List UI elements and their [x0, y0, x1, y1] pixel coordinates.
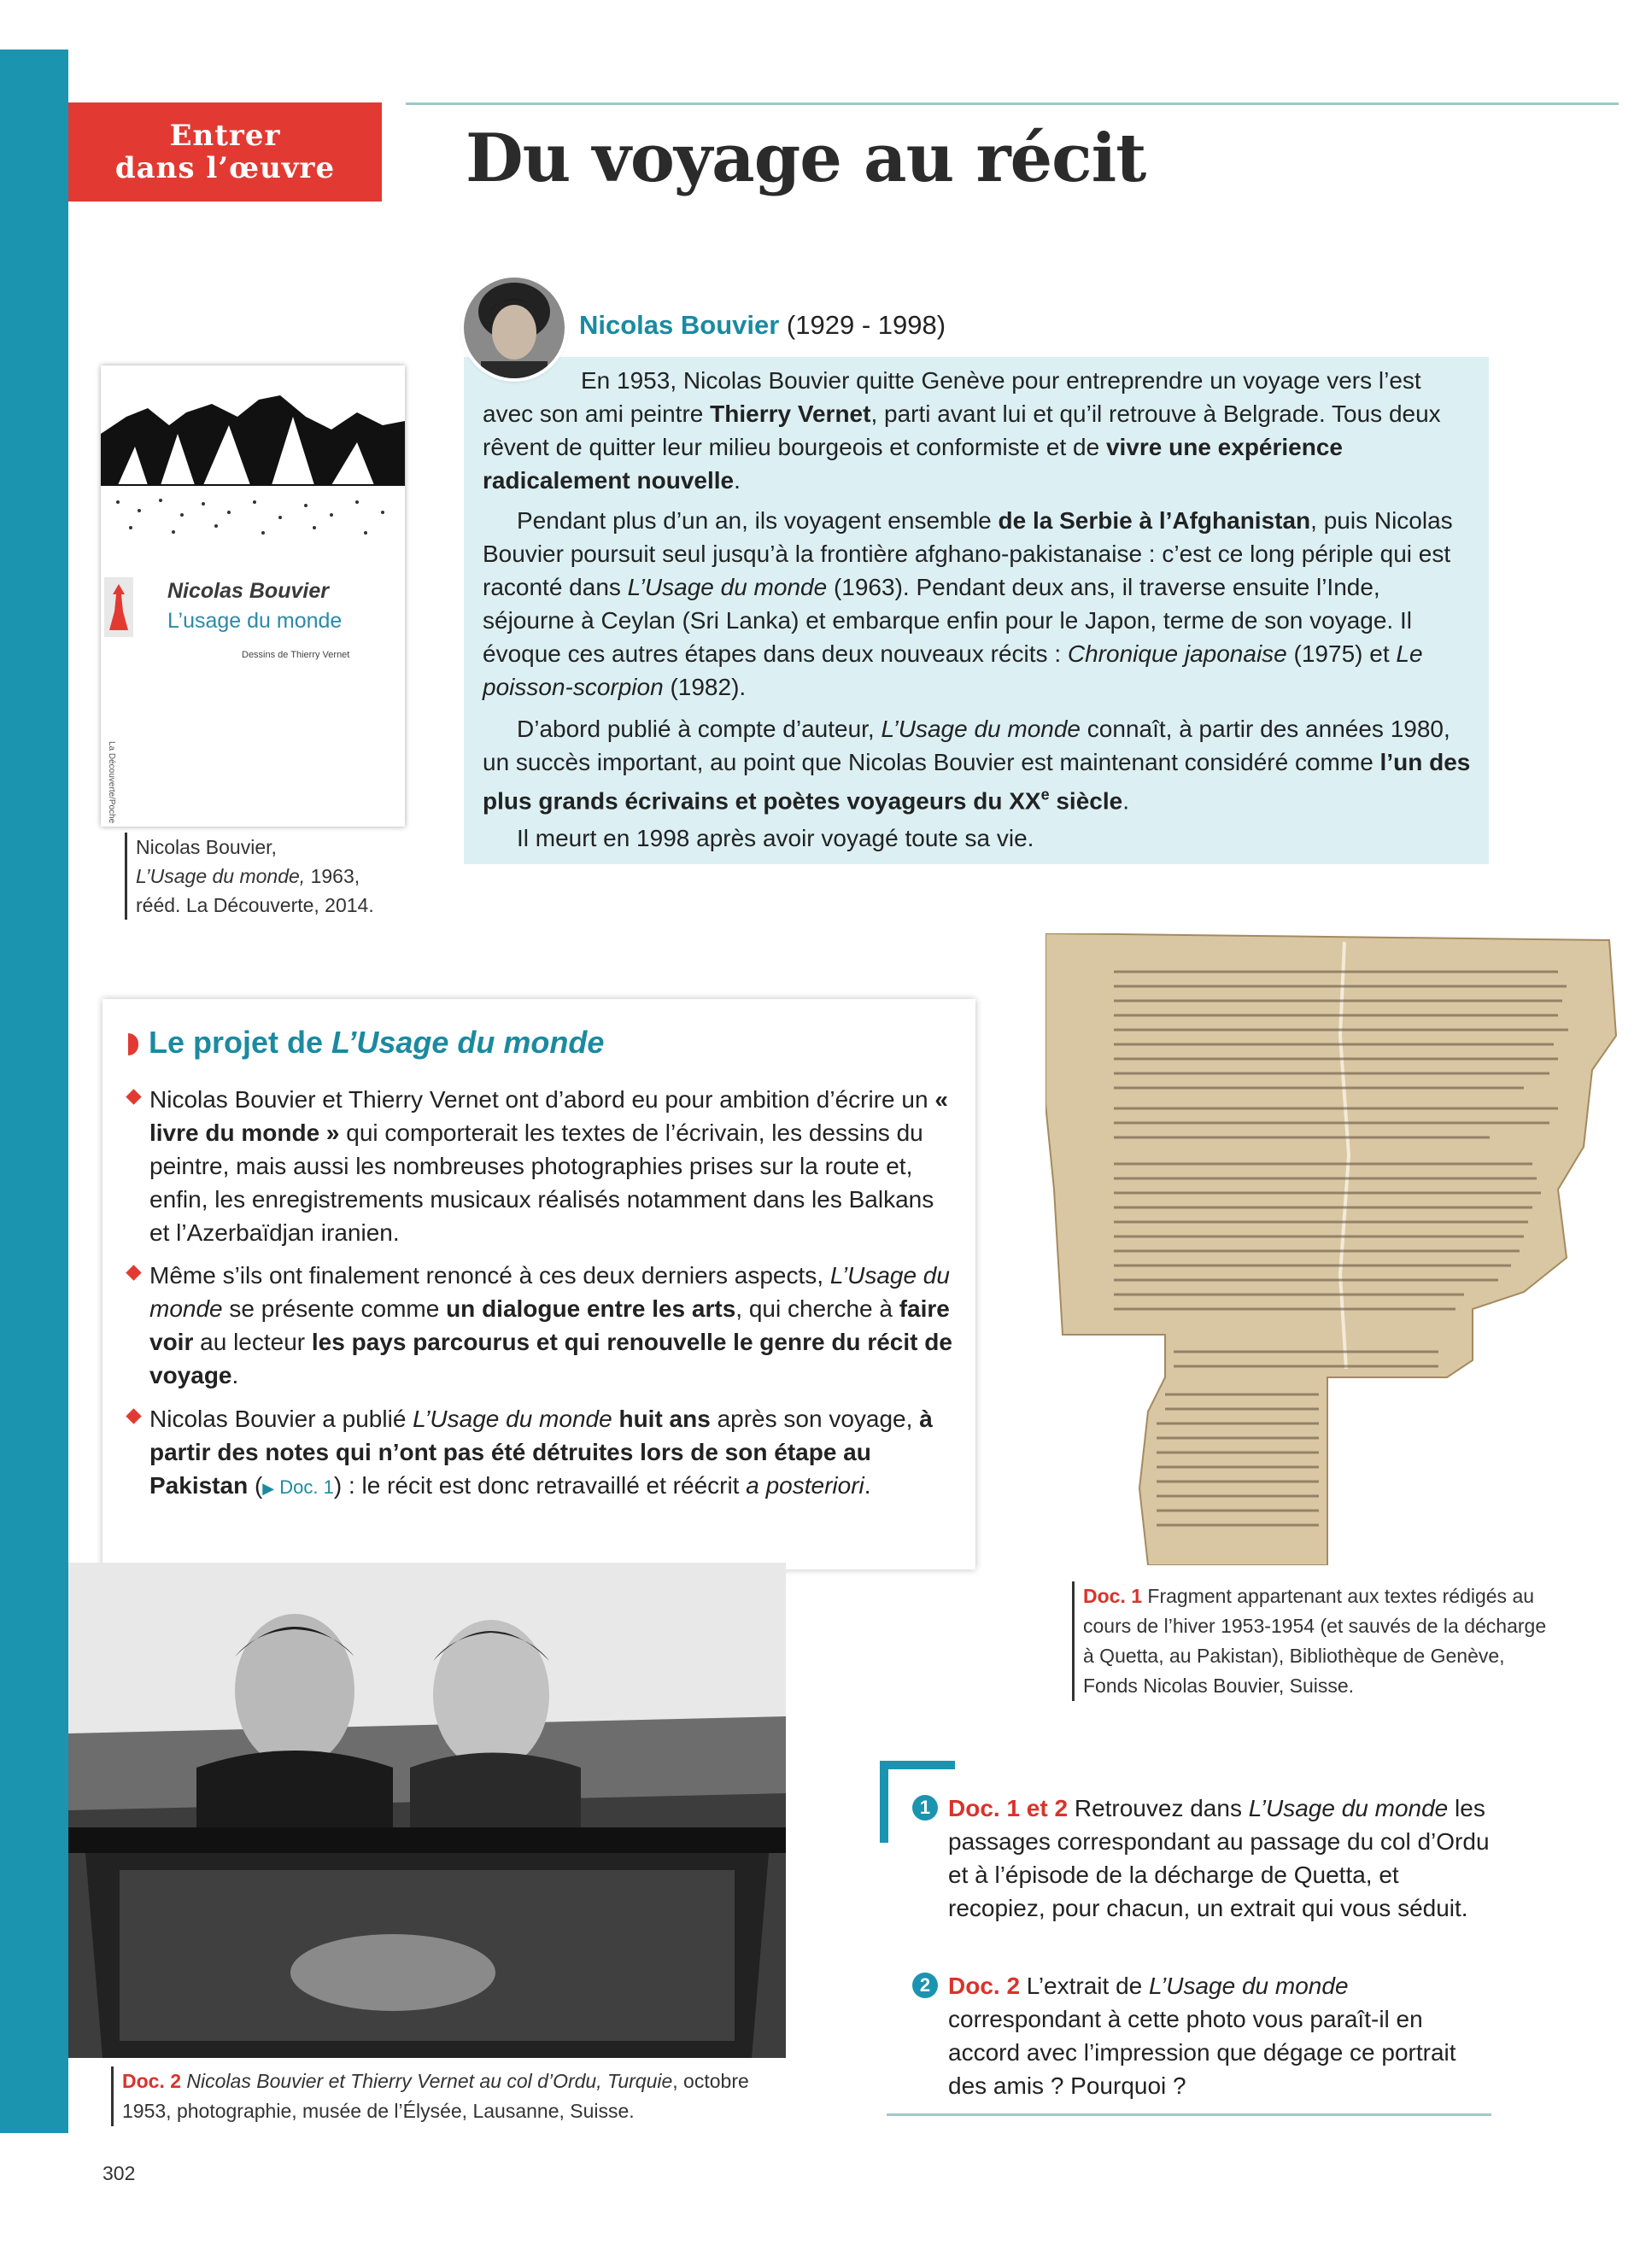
- mountain-drawing: [101, 365, 405, 562]
- section-tag-line1: Entrer: [169, 119, 281, 153]
- page-title: Du voyage au récit: [466, 120, 1146, 197]
- left-color-band: [0, 50, 68, 2133]
- bio-paragraph-3: D’abord publié à compte d’auteur, L’Usage du monde connaît, à partir des années 1980, un succès important, au point que Nicolas Bouvier est maintenant considéré comme l’un des plus grands écrivains et poètes voyageurs du XXe siècle.: [483, 716, 1471, 815]
- project-item-1: Nicolas Bouvier et Thierry Vernet ont d’abord eu pour ambition d’écrire un « livre du monde » qui comporterait les textes de l’écrivain, les dessins du peintre, mais aussi les nombreuses photographies prises sur la route et, enfin, les enregistrements musicaux réalisés notamment dans les Balkans et l’Azerbaïdjan iranien.: [128, 1083, 957, 1249]
- caption-year: 1963,: [305, 865, 360, 887]
- questions-bracket-top: [880, 1761, 955, 1769]
- bio-dates: (1929 - 1998): [779, 310, 946, 340]
- bio-heading: [579, 310, 946, 341]
- bio-paragraph-1: En 1953, Nicolas Bouvier quitte Genève pour entreprendre un voyage vers l’est avec son ami peintre Thierry Vernet, parti avant lui et qu’il retrouve à Belgrade. Tous deux rêvent de quitter leur milieu bourgeois et conformiste et de vivre une expérience radicalement nouvelle.: [483, 367, 1441, 494]
- doc2-caption: Doc. 2 Nicolas Bouvier et Thierry Vernet au col d’Ordu, Turquie, octobre 1953, photographie, musée de l’Élysée, Lausanne, Suisse.: [111, 2066, 797, 2126]
- doc2-photograph: [68, 1563, 786, 2058]
- bio-name: Nicolas Bouvier: [579, 310, 780, 340]
- diamond-bullet-icon: [126, 1089, 141, 1104]
- doc1-link[interactable]: ▶ Doc. 1: [262, 1476, 334, 1498]
- cover-publisher: La Découverte/Poche: [107, 741, 116, 824]
- doc1-manuscript-image: [1046, 933, 1620, 1565]
- caption-title: L’Usage du monde,: [136, 865, 306, 887]
- book-caption: [125, 833, 374, 920]
- doc1-caption: Doc. 1 Fragment appartenant aux textes rédigés au cours de l’hiver 1953-1954 (et sauvés de la décharge à Quetta, au Pakistan), Bibliothèque de Genève, Fonds Nicolas Bouvier, Suisse.: [1072, 1581, 1561, 1701]
- question-2: 2 Doc. 2 L’extrait de L’Usage du monde correspondant à cette photo vous paraît-il en accord avec l’impression que dégage ce portrait des amis ? Pourquoi ?: [912, 1969, 1493, 2102]
- bio-paragraph-4: Il meurt en 1998 après avoir voyagé toute sa vie.: [517, 825, 1034, 851]
- questions-bracket: [880, 1761, 888, 1843]
- caption-author: Nicolas Bouvier,: [136, 836, 277, 858]
- project-item-2: Même s’ils ont finalement renoncé à ces deux derniers aspects, L’Usage du monde se présente comme un dialogue entre les arts, qui cherche à faire voir au lecteur les pays parcourus et qui renouvelle le genre du récit de voyage.: [128, 1259, 957, 1392]
- section-tag: [68, 102, 382, 202]
- doc2-label: Doc. 2: [122, 2070, 182, 2092]
- diamond-bullet-icon: [126, 1265, 141, 1280]
- doc1-label: Doc. 1: [1083, 1585, 1143, 1607]
- book-cover-image: [101, 365, 405, 827]
- bio-paragraph-2: Pendant plus d’un an, ils voyagent ensemble de la Serbie à l’Afghanistan, puis Nicolas Bouvier poursuit seul jusqu’à la frontière afghano-pakistanaise : c’est ce long périple qui est raconté dans L’Usage du monde (1963). Pendant deux ans, il traverse ensuite l’Inde, séjourne à Ceylan (Sri Lanka) et embarque enfin pour le Japon, terme de son voyage. Il évoque ces autres étapes dans deux nouveaux récits : Chronique japonaise (1975) et Le poisson-scorpion (1982).: [483, 507, 1453, 700]
- question-1: 1 Doc. 1 et 2 Retrouvez dans L’Usage du monde les passages correspondant au passage du col d’Ordu et à l’épisode de la décharge de Quetta, et recopiez, pour chacun, un extrait qui vous séduit.: [912, 1792, 1493, 1925]
- page-number: 302: [102, 2162, 136, 2184]
- cover-author: Nicolas Bouvier: [167, 579, 329, 603]
- section-tag-line2: dans l’œuvre: [114, 151, 336, 185]
- header-rule: [406, 102, 1619, 105]
- cover-title: L’usage du monde: [167, 609, 343, 633]
- title-marker-icon: [128, 1033, 138, 1055]
- cover-credit: Dessins de Thierry Vernet: [242, 650, 350, 660]
- question-number-badge: 1: [912, 1795, 938, 1821]
- project-item-3: Nicolas Bouvier a publié L’Usage du monde huit ans après son voyage, à partir des notes qui n’ont pas été détruites lors de son étape au Pakistan (▶ Doc. 1) : le récit est donc retravaillé et réécrit a posteriori.: [128, 1402, 957, 1505]
- publisher-emblem-icon: [104, 577, 133, 637]
- diamond-bullet-icon: [126, 1408, 141, 1423]
- caption-reedition: rééd. La Découverte, 2014.: [136, 894, 374, 916]
- question-number-badge: 2: [912, 1973, 938, 1998]
- play-arrow-icon: ▶: [262, 1480, 275, 1497]
- project-title: Le projet de L’Usage du monde: [128, 1025, 604, 1061]
- questions-bottom-rule: [887, 2113, 1491, 2116]
